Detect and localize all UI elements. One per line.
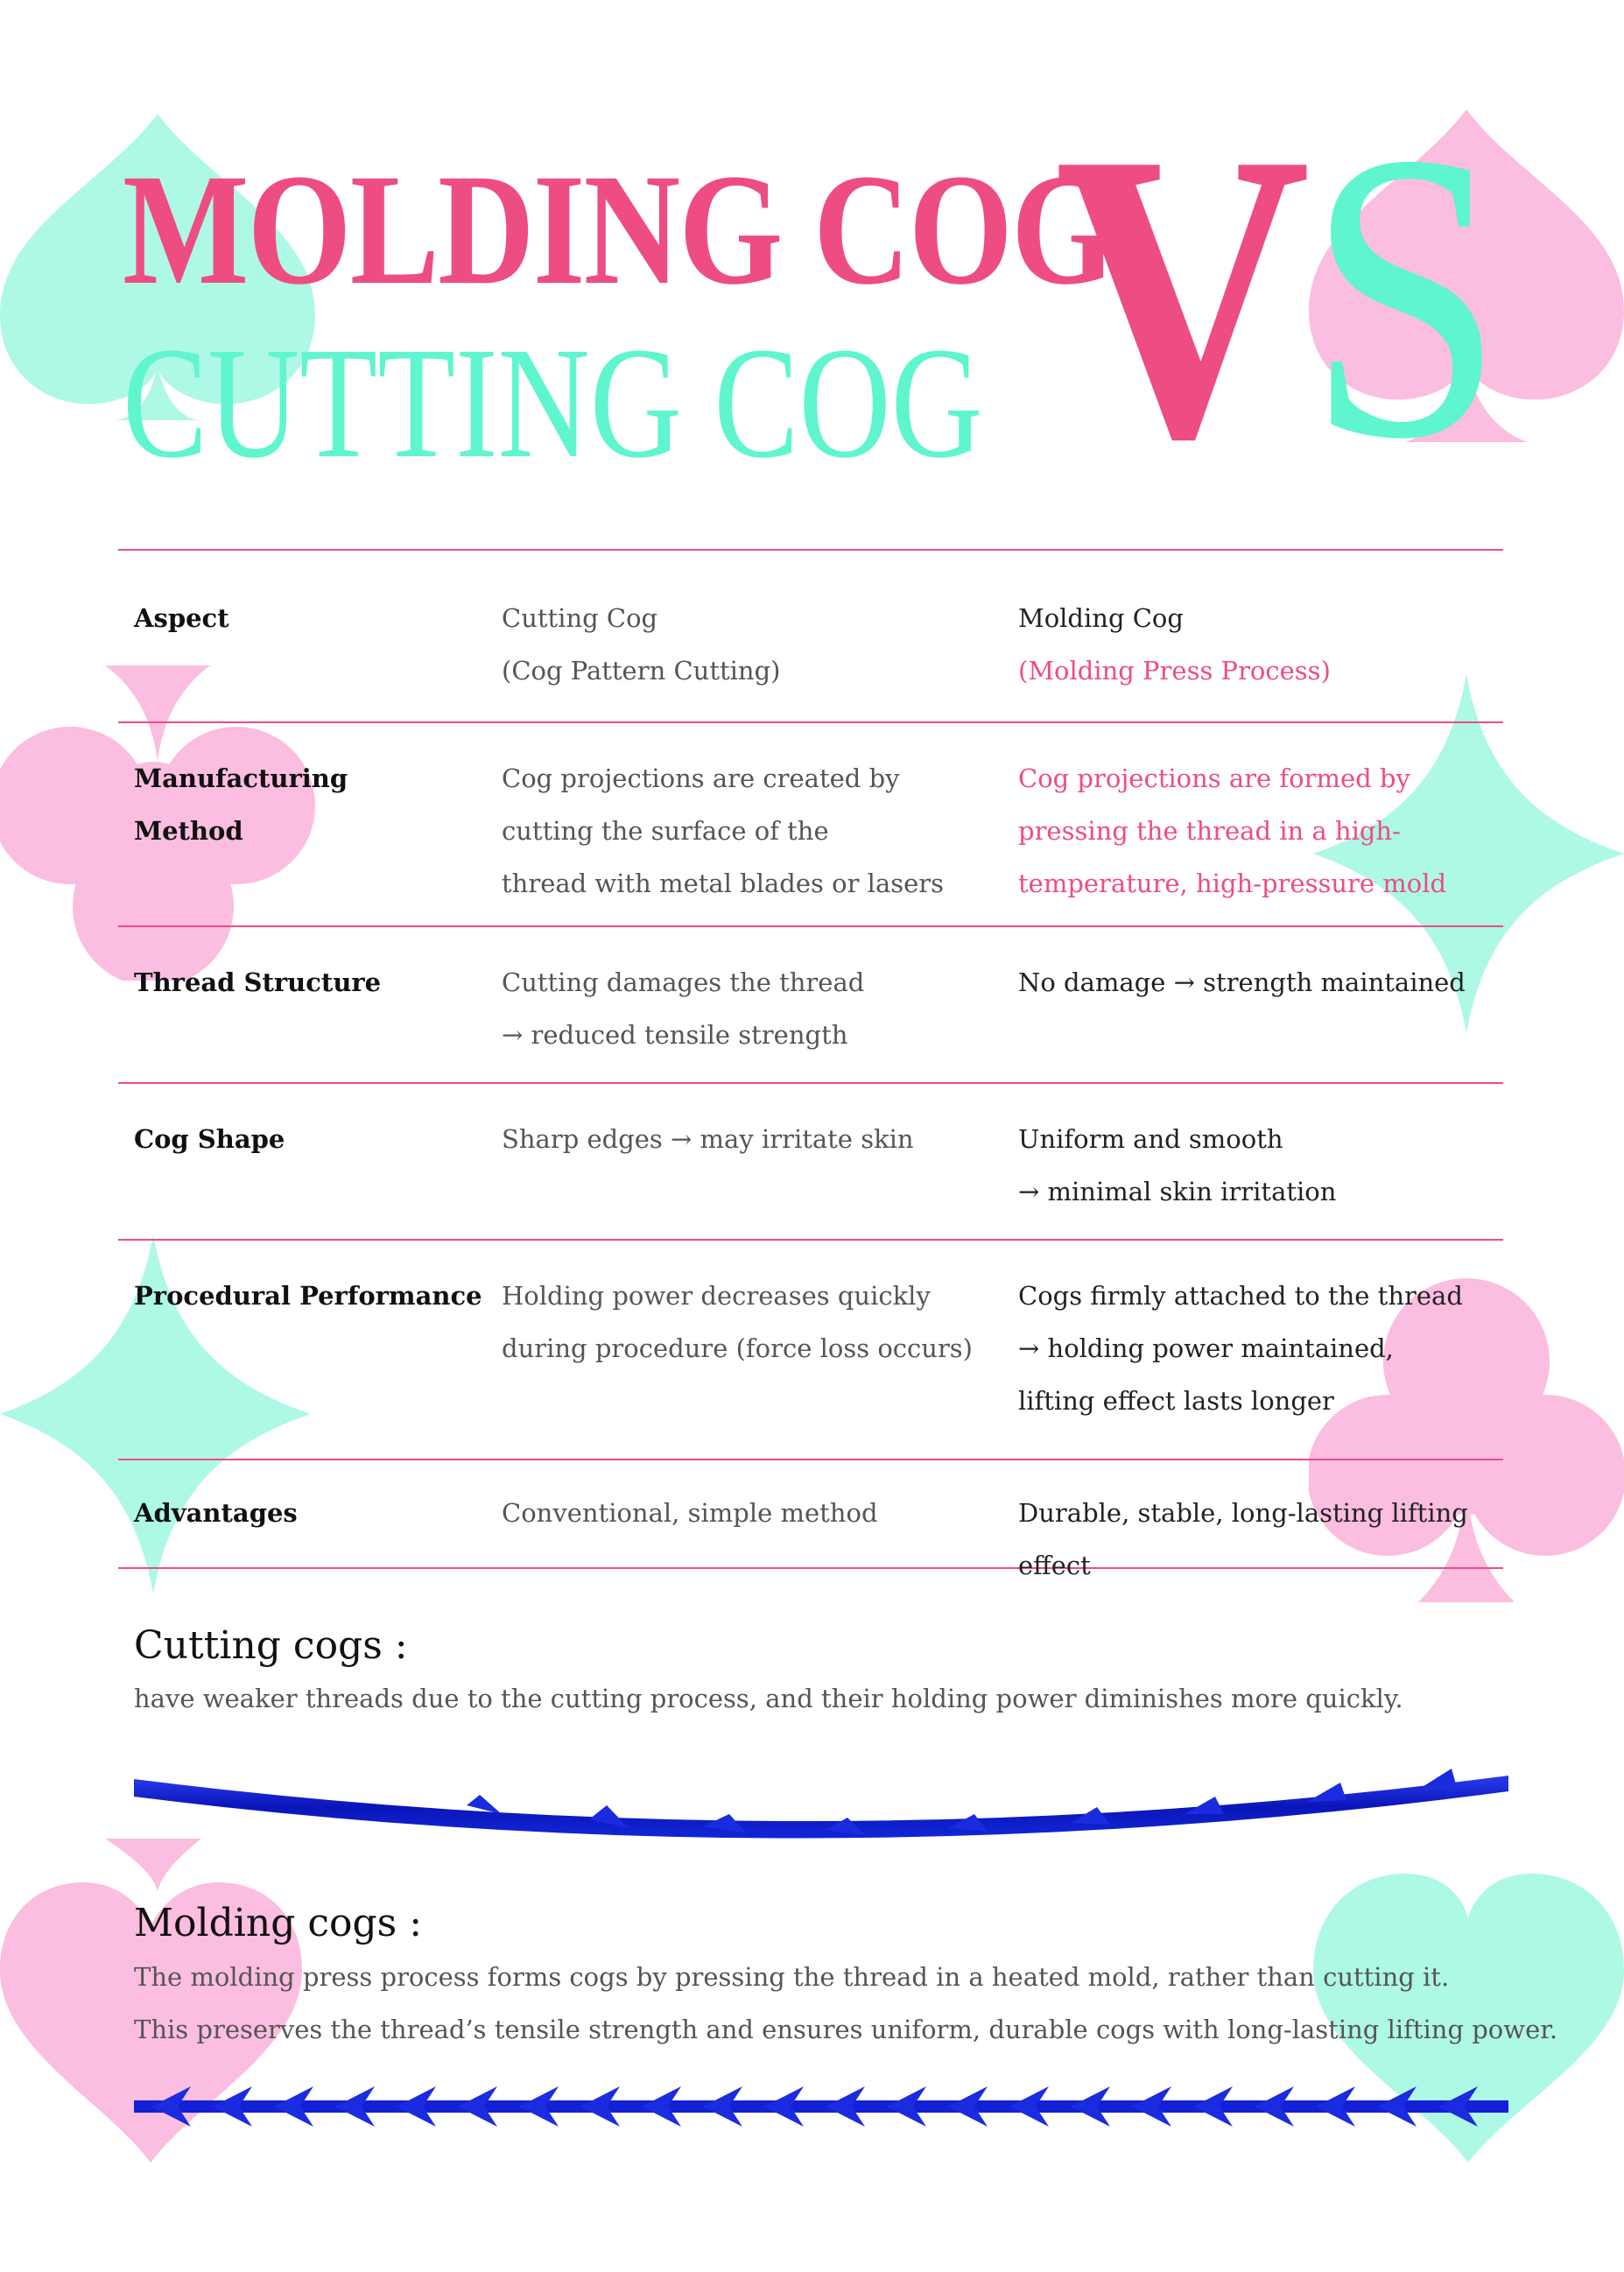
row-molding: Durable, stable, long-lasting lifting effect [1018,1498,1468,1580]
row-cutting: Holding power decreases quickly during procedure (force loss occurs) [502,1281,974,1363]
header-molding [1002,592,1503,721]
header-cutting-title: Cutting Cog [502,603,658,633]
title-cutting-cog: CUTTING COG [123,315,983,491]
cutting-cogs-text: have weaker threads due to the cutting process, and their holding power diminishes more quickly. [134,1684,1403,1713]
header-cutting-sub: (Cog Pattern Cutting) [502,656,781,686]
molding-cogs-text-1: The molding press process forms cogs by pressing the thread in a heated mold, rather than cutting it. [134,1962,1450,1992]
table-row [118,927,1503,1084]
row-molding: No damage → strength maintained [1018,967,1466,997]
header-cutting [486,592,1002,721]
row-molding: Uniform and smooth → minimal skin irritation [1018,1124,1337,1206]
row-aspect: Advantages [134,1498,298,1528]
row-cutting: Conventional, simple method [502,1498,878,1528]
row-aspect: Thread Structure [134,967,382,997]
table-row [118,1460,1503,1580]
row-cutting: Cutting damages the thread → reduced tensile strength [502,967,865,1050]
table-header-row [118,551,1503,723]
molding-cog-thread-image [134,2079,1508,2132]
table-row [118,723,1503,927]
header-molding-sub: (Molding Press Process) [1018,656,1331,686]
molding-cogs-heading: Molding cogs : [134,1901,423,1945]
row-molding: Cogs firmly attached to the thread → holding power maintained, lifting effect lasts longer [1018,1281,1463,1416]
row-cutting: Sharp edges → may irritate skin [502,1124,914,1154]
row-cutting: Cog projections are created by cutting the surface of the thread with metal blades or lasers [502,763,945,898]
table-row [118,1084,1503,1241]
header-molding-title: Molding Cog [1018,603,1184,633]
row-aspect: Cog Shape [134,1124,285,1154]
table-row [118,1241,1503,1460]
molding-cogs-text-2: This preserves the thread’s tensile strength and ensures uniform, durable cogs with long-lasting lifting power. [134,2015,1558,2044]
row-molding: Cog projections are formed by pressing the thread in a high- temperature, high-pressure mold [1018,763,1447,898]
row-aspect: Procedural Performance [134,1281,482,1311]
cutting-cogs-heading: Cutting cogs : [134,1623,408,1668]
vs-letter-s: S [1307,67,1504,524]
title-molding-cog: MOLDING COG [123,142,1114,318]
header-aspect: Aspect [134,603,229,633]
vs-letter-v: V [1055,67,1311,524]
row-aspect: Manufacturing Method [134,763,348,846]
comparison-table [118,549,1503,1580]
cutting-cog-thread-image [134,1760,1508,1856]
